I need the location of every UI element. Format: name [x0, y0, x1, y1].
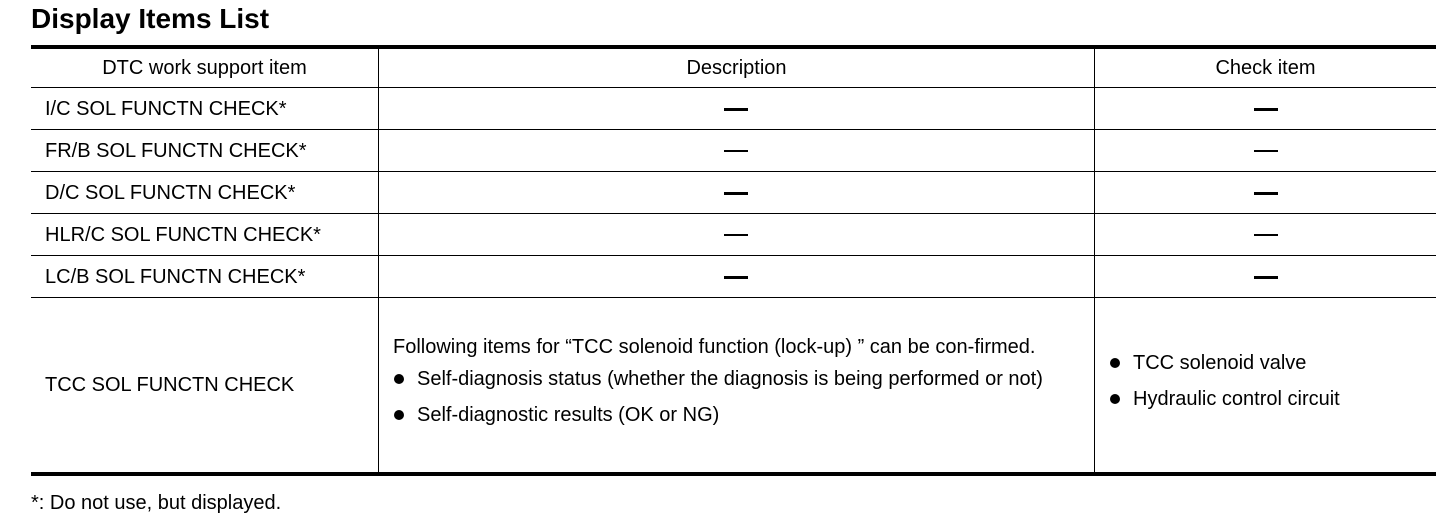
table-row	[31, 256, 1436, 298]
description-cell	[378, 130, 1094, 172]
display-items-table	[31, 45, 1436, 476]
list-item-text: Self-diagnosis status (whether the diagnosis is being performed or not)	[416, 368, 1043, 390]
dash-mark	[1254, 234, 1278, 236]
check-cell	[1095, 130, 1437, 172]
bullet-icon	[1110, 358, 1120, 368]
check-cell	[1095, 88, 1437, 130]
item-cell: LC/B SOL FUNCTN CHECK*	[31, 256, 378, 298]
description-cell	[378, 256, 1094, 298]
page-title: Display Items List	[31, 3, 270, 34]
item-cell: FR/B SOL FUNCTN CHECK*	[31, 130, 378, 172]
footnote: *: Do not use, but displayed.	[31, 492, 282, 514]
dash-mark	[1254, 108, 1278, 111]
bullet-icon	[394, 374, 404, 384]
description-bullet-list	[393, 365, 1080, 429]
description-cell	[378, 298, 1094, 475]
bullet-icon	[1110, 394, 1120, 404]
list-item	[393, 401, 1080, 429]
list-item	[393, 365, 1080, 393]
table-row	[31, 88, 1436, 130]
item-cell: HLR/C SOL FUNCTN CHECK*	[31, 214, 378, 256]
description-cell	[378, 88, 1094, 130]
item-cell: D/C SOL FUNCTN CHECK*	[31, 172, 378, 214]
header-dtc-work-support-item: DTC work support item	[31, 47, 378, 88]
dash-mark	[724, 108, 748, 111]
list-item-text: Self-diagnostic results (OK or NG)	[416, 404, 720, 426]
header-check-item: Check item	[1095, 47, 1437, 88]
item-cell: TCC SOL FUNCTN CHECK	[31, 298, 378, 475]
dash-mark	[724, 276, 748, 279]
table-header-row	[31, 47, 1436, 88]
item-cell: I/C SOL FUNCTN CHECK*	[31, 88, 378, 130]
dash-mark	[1254, 150, 1278, 152]
dash-mark	[724, 192, 748, 195]
check-cell	[1095, 298, 1437, 475]
table-row	[31, 298, 1436, 475]
list-item-text: Hydraulic control circuit	[1133, 388, 1340, 410]
check-bullet-list	[1109, 349, 1422, 413]
dash-mark	[1254, 192, 1278, 195]
description-intro: Following items for “TCC solenoid function (lock-up) ” can be con-firmed.	[392, 336, 1036, 358]
dash-mark	[724, 234, 748, 236]
check-cell	[1095, 256, 1437, 298]
table-row	[31, 130, 1436, 172]
dash-mark	[1254, 276, 1278, 279]
list-item	[1109, 349, 1422, 377]
description-cell	[378, 172, 1094, 214]
description-cell	[378, 214, 1094, 256]
bullet-icon	[394, 410, 404, 420]
check-cell	[1095, 214, 1437, 256]
table-row	[31, 172, 1436, 214]
list-item-text: TCC solenoid valve	[1133, 352, 1307, 374]
dash-mark	[724, 150, 748, 152]
list-item	[1109, 385, 1422, 413]
table-row	[31, 214, 1436, 256]
header-description: Description	[378, 47, 1094, 88]
check-cell	[1095, 172, 1437, 214]
